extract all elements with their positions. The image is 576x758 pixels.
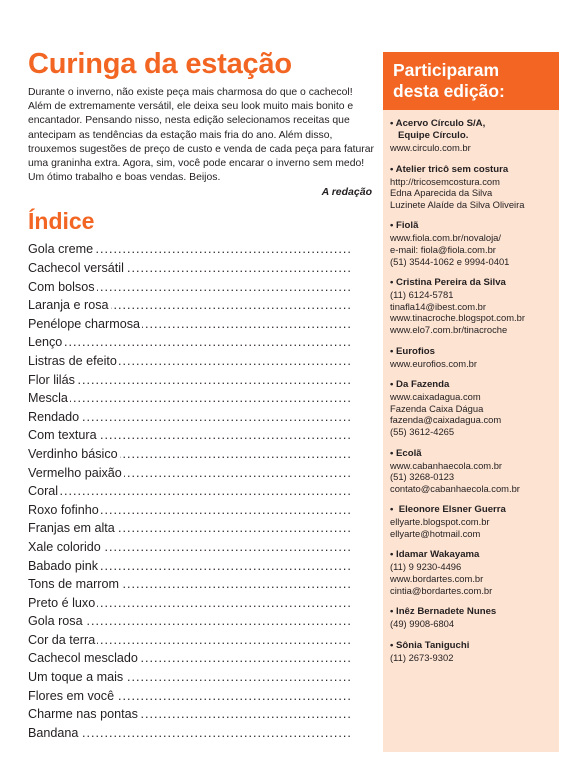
index-item [28,296,350,315]
contributor-detail: (11) 2673-9302 [390,651,454,663]
contributor-detail: www.cabanhaecola.com.br [390,459,503,471]
contributor-name: • Eleonore Elsner Guerra [390,504,506,516]
index-list [28,240,350,742]
contributor-detail: Fazenda Caixa Dágua [390,402,484,414]
index-item-label: Um toque a mais [28,670,124,685]
index-item-label: Listras de efeito [28,353,117,368]
contributor-entry [390,549,553,596]
contributor-name: • Sônia Taniguchi [390,639,470,651]
page-title: Curinga da estação [28,48,292,80]
contributor-name: • Fiolã [390,220,419,232]
contributor-entry [390,277,553,335]
sidebar-title-line2: desta edição: [393,81,505,101]
index-item [28,594,350,613]
index-item [28,668,350,687]
index-item-label: Roxo fofinho [28,502,99,517]
index-item [28,259,350,278]
index-item [28,649,350,668]
index-item [28,519,350,538]
contributor-name: • Idamar Wakayama [390,549,480,561]
contributor-entry [390,504,553,539]
index-item-label: Flores em você [28,688,115,703]
index-item-label: Penélope charmosa [28,316,141,331]
contributor-detail: (51) 3268-0123 [390,471,455,483]
index-item [28,315,350,334]
contributor-detail: contato@cabanhaecola.com.br [390,482,520,494]
contributor-detail: www.bordartes.com.br [390,573,484,585]
index-item [28,538,350,557]
index-item-label: Babado pink [28,558,99,573]
contributor-detail: tinafla14@ibest.com.br [390,300,487,312]
index-item-label: Cachecol versátil [28,261,124,276]
contributor-detail: ellyarte@hotmail.com [390,527,481,539]
index-item-label: Bandana [28,725,79,740]
main-column [28,48,376,742]
contributor-detail: (55) 3612-4265 [390,425,455,437]
contributor-detail: ellyarte.blogspot.com.br [390,516,490,528]
index-item [28,240,350,259]
contributor-entry [390,220,553,267]
index-item [28,408,350,427]
index-item [28,724,350,743]
index-item-label: Mescla [28,391,68,406]
sidebar-header [383,52,559,110]
contributor-detail: www.eurofios.com.br [390,357,478,369]
index-item-label: Charme nas pontas [28,707,138,722]
sidebar-title-line1: Participaram [393,60,500,80]
signature: A redação [321,186,372,199]
index-item [28,333,350,352]
index-title: Índice [28,208,95,235]
contributor-name: • Acervo Círculo S/A, Equipe Círculo. [390,118,486,141]
contributor-detail: www.elo7.com.br/tinacroche [390,323,508,335]
index-item [28,482,350,501]
index-item [28,575,350,594]
index-item-label: Franjas em alta [28,521,115,536]
contributor-detail: www.caixadagua.com [390,391,481,403]
index-item [28,278,350,297]
index-item-label: Cachecol mesclado [28,651,138,666]
index-item-label: Lenço [28,335,63,350]
contributor-detail: http://tricosemcostura.com [390,175,500,187]
index-item-label: Verdinho básico [28,446,118,461]
contributor-detail: www.fiola.com.br/novaloja/ [390,232,501,244]
contributor-detail: (49) 9908-6804 [390,618,455,630]
contributor-entry [390,448,553,495]
contributor-entry [390,640,553,664]
index-item [28,612,350,631]
index-item-label: Laranja e rosa [28,298,109,313]
index-item [28,501,350,520]
index-item [28,426,350,445]
index-item-label: Preto é luxo [28,595,96,610]
index-item [28,557,350,576]
index-item-label: Gola creme [28,242,94,257]
index-item-label: Tons de marrom [28,577,119,592]
contributor-detail: e-mail: fiola@fiola.com.br [390,243,496,255]
contributor-entry [390,606,553,630]
index-item-label: Flor lilás [28,372,75,387]
index-item [28,352,350,371]
contributor-name: • Atelier tricô sem costura [390,163,509,175]
index-item-label: Gola rosa [28,614,83,629]
index-item-label: Vermelho paixão [28,465,122,480]
contributor-detail: (51) 3544-1062 e 9994-0401 [390,255,510,267]
contributor-detail: fazenda@caixadagua.com [390,414,502,426]
index-item [28,705,350,724]
contributor-detail: www.tinacroche.blogspot.com.br [390,312,525,324]
contributor-detail: cintia@bordartes.com.br [390,584,493,596]
contributor-detail: (11) 6124-5781 [390,289,454,301]
index-item-label: Xale colorido [28,539,101,554]
index-item-label: Coral [28,484,59,499]
index-item-label: Cor da terra [28,632,96,647]
contributor-entry [390,379,553,437]
contributor-entry [390,346,553,370]
contributor-detail: Edna Aparecida da Silva [390,187,493,199]
index-item [28,445,350,464]
index-item-label: Com textura [28,428,97,443]
contributor-name: • Inêz Bernadete Nunes [390,606,497,618]
contributor-name: • Da Fazenda [390,379,450,391]
contributor-name: • Eurofios [390,345,435,357]
contributor-entry [390,164,553,211]
contributor-detail: (11) 9 9230-4496 [390,561,462,573]
index-item-label: Com bolsos [28,279,95,294]
contributor-detail: Luzinete Alaíde da Silva Oliveira [390,198,525,210]
index-item [28,464,350,483]
intro-paragraph: Durante o inverno, não existe peça mais charmosa do que o cachecol! Além de extremamente versátil, ele deixa seu look muito mais bonito e encantador. Pensando nisso, nesta edição selecionamos receitas que antecipam as tendências da estação mais fria do ano. Além disso, trouxemos sugestões de preço de custo e venda de cada peça para faturar uma graninha extra. Agora, sim, você pode encarar o inverno sem medo! Um ótimo trabalho e boas vendas. Beijos. [28,87,374,184]
contributor-detail: www.circulo.com.br [390,142,471,153]
index-item [28,687,350,706]
index-item [28,631,350,650]
index-item [28,389,350,408]
contributor-name: • Ecolã [390,447,422,459]
index-item-label: Rendado [28,409,80,424]
contributors-sidebar [383,52,559,752]
index-item [28,371,350,390]
contributor-name: • Cristina Pereira da Silva [390,277,506,289]
contributor-entry [390,118,553,154]
contributor-list [383,110,559,663]
